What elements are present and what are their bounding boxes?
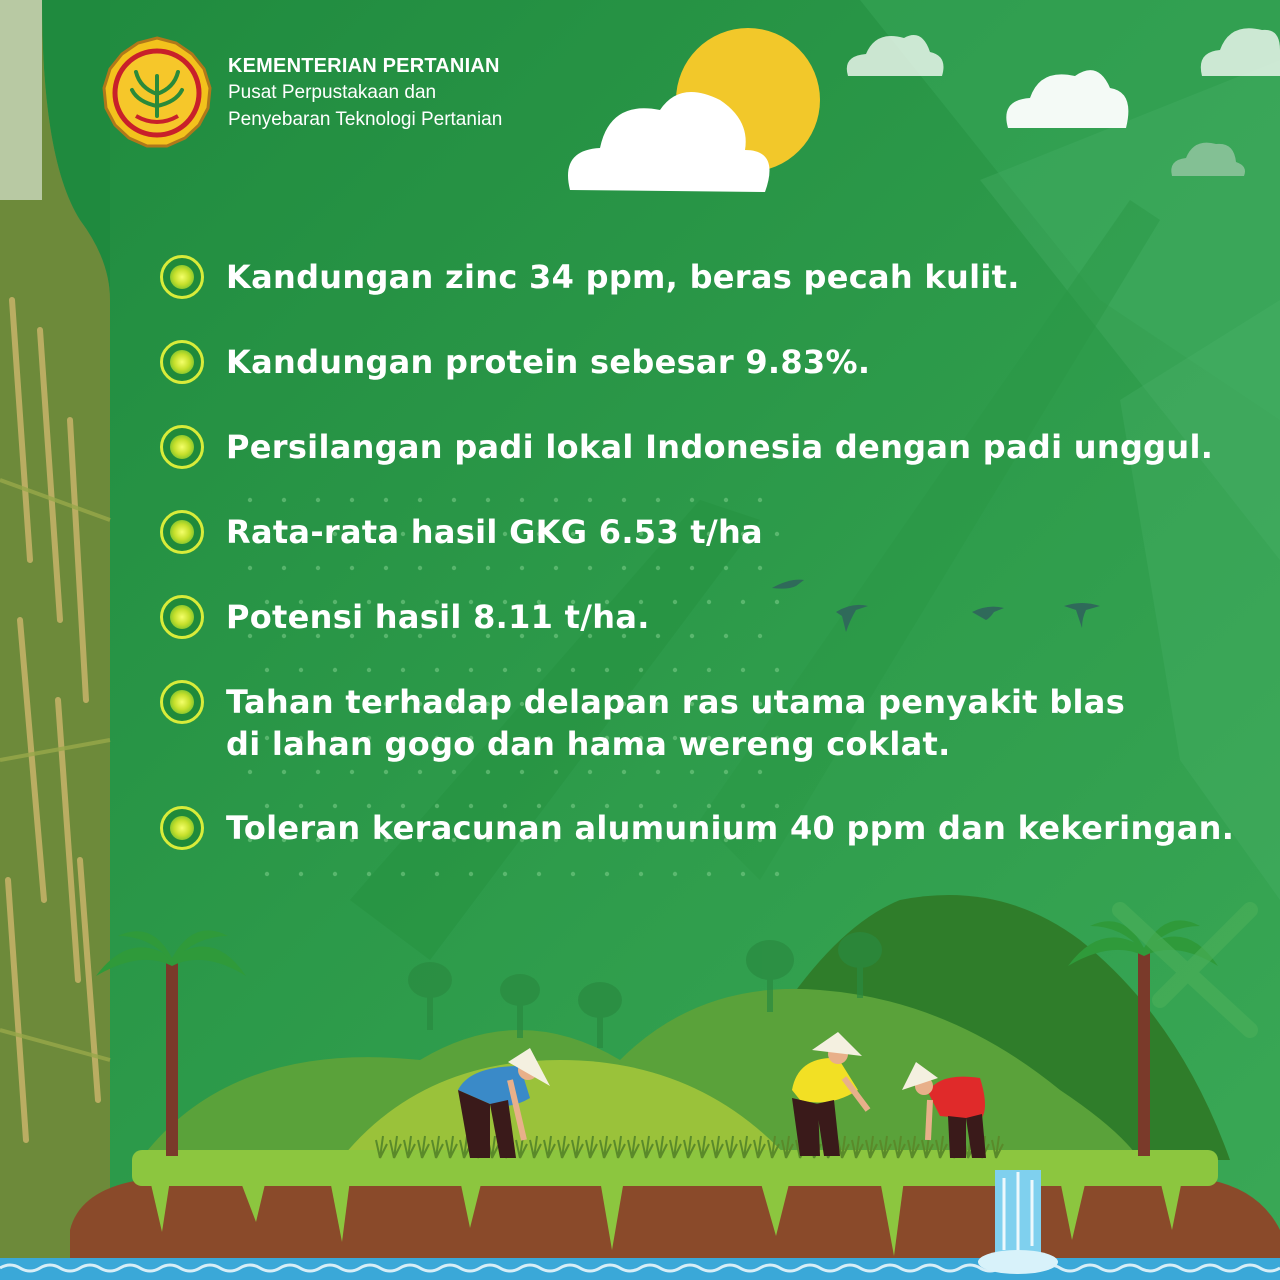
fact-text: Persilangan padi lokal Indonesia dengan padi unggul.: [226, 428, 1214, 466]
glowing-dot-icon: [160, 340, 204, 384]
fact-text: Rata-rata hasil GKG 6.53 t/ha: [226, 513, 763, 551]
glowing-dot-icon: [160, 425, 204, 469]
ministry-emblem-icon: [100, 36, 214, 150]
fact-item: [160, 256, 1260, 299]
fact-list: [160, 256, 1260, 892]
fact-item: [160, 426, 1260, 469]
glowing-dot-icon: [160, 595, 204, 639]
glowing-dot-icon: [160, 255, 204, 299]
org-unit-line-1: Pusat Perpustakaan dan: [228, 82, 437, 103]
fact-item: [160, 341, 1260, 384]
glowing-dot-icon: [160, 680, 204, 724]
fact-text: Toleran keracunan alumunium 40 ppm dan kekeringan.: [226, 809, 1235, 847]
glowing-dot-icon: [160, 806, 204, 850]
header: [100, 36, 502, 150]
org-name: KEMENTERIAN PERTANIAN: [228, 55, 500, 77]
fact-text: Kandungan protein sebesar 9.83%.: [226, 343, 871, 381]
fact-item: [160, 511, 1260, 554]
fact-text: Tahan terhadap delapan ras utama penyakit blas di lahan gogo dan hama wereng coklat.: [226, 683, 1126, 763]
fact-item: [160, 596, 1260, 639]
fact-item: [160, 807, 1260, 850]
fact-item: [160, 681, 1260, 765]
fact-text: Kandungan zinc 34 ppm, beras pecah kulit.: [226, 258, 1020, 296]
org-unit-line-2: Penyebaran Teknologi Pertanian: [228, 109, 503, 130]
glowing-dot-icon: [160, 510, 204, 554]
fact-text: Potensi hasil 8.11 t/ha.: [226, 598, 650, 636]
